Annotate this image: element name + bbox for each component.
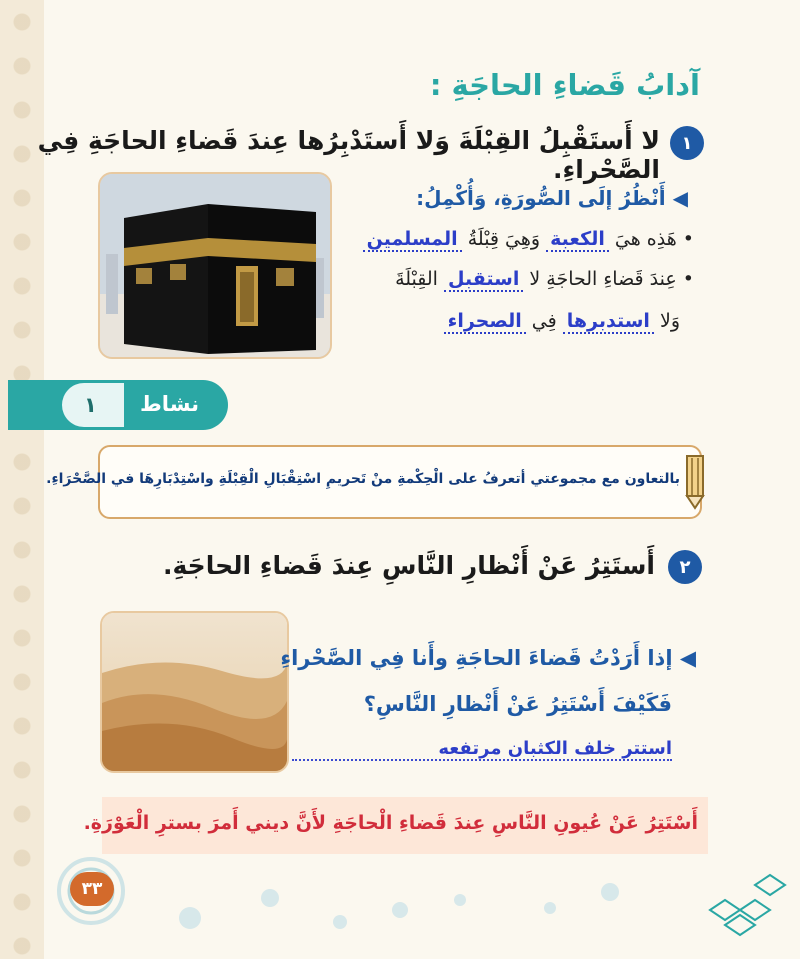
exercise-1-line-1: [363, 228, 694, 250]
geometric-ornament-icon: [700, 870, 790, 954]
exercise-1-line-2: [395, 268, 694, 290]
desert-photo: [100, 611, 289, 773]
answer-face[interactable]: استقبل: [444, 268, 523, 292]
kaaba-photo: [98, 172, 332, 359]
answer-kaaba[interactable]: الكعبة: [546, 228, 609, 252]
exercise-2-question-2: فَكَيْفَ أَسْتَتِرُ عَنْ أَنْظارِ النَّاسِ؟: [363, 692, 672, 716]
dot-bullet-icon: •: [682, 268, 694, 290]
text-fragment: عِندَ قَضاءِ الحاجَةِ لا: [529, 268, 677, 290]
exercise-1-prompt: [416, 186, 688, 210]
text-fragment: وَلا: [659, 310, 680, 332]
exercise-2-answer[interactable]: استتر خلف الكثبان مرتفعه: [292, 738, 672, 761]
text-fragment: فِي: [531, 310, 557, 332]
page-number: ٣٣: [70, 872, 114, 906]
exercise-1-line-3: [444, 310, 680, 332]
text-fragment: هَذِه هيَ: [614, 228, 677, 250]
lesson-title: آدابُ قَضاءِ الحاجَةِ :: [429, 68, 700, 102]
answer-muslims[interactable]: المسلمين: [363, 228, 462, 252]
activity-label: نشاط: [140, 392, 199, 416]
text-fragment: وَهِيَ قِبْلَةُ: [467, 228, 541, 250]
rule-1-text: لا أَستَقْبِلُ القِبْلَةَ وَلا أَستَدْبِرُها عِندَ قَضاءِ الحاجَةِ فِي الصَّحْراءِ.: [37, 126, 660, 184]
pencil-icon: [684, 452, 706, 514]
rule-2-text: أَستَتِرُ عَنْ أَنْظارِ النَّاسِ عِندَ قَضاءِ الحاجَةِ.: [163, 551, 655, 580]
triangle-bullet-icon: ◀: [672, 186, 688, 210]
dot-bullet-icon: •: [682, 228, 694, 250]
summary-text: أَسْتَتِرُ عَنْ عُيونِ النَّاسِ عِندَ قَضاءِ الْحاجَةِ لأَنَّ ديني أَمرَ بسترِ الْعَوْرَةِ.: [83, 812, 698, 834]
text-fragment: القِبْلَةَ: [395, 268, 438, 290]
rule-number-badge: ٢: [668, 550, 702, 584]
triangle-bullet-icon: ◀: [679, 646, 696, 670]
flower-ornament-icon: [160, 880, 700, 954]
exercise-2-question-1: [280, 646, 696, 670]
rule-number-badge: ١: [670, 126, 704, 160]
exercise-1-prompt-text: أَنْظُرُ إلَى الصُّورَةِ، وَأُكْمِلُ:: [416, 186, 666, 210]
question-line-1: إذا أَرَدْتُ قَضاءَ الحاجَةِ وأَنا فِي الصَّحْراءِ: [280, 646, 673, 670]
answer-back[interactable]: استدبرها: [563, 310, 654, 334]
activity-number: ١: [84, 393, 97, 417]
activity-task-text: بالتعاون مع مجموعتي أتعرفُ على الْحِكْمةِ منْ تَحريمِ اسْتِقْبَالِ الْقِبْلَةِ واسْتِدْبَارِهَا في الصَّحْرَاءِ.: [46, 471, 680, 487]
answer-desert[interactable]: الصحراء: [444, 310, 526, 334]
